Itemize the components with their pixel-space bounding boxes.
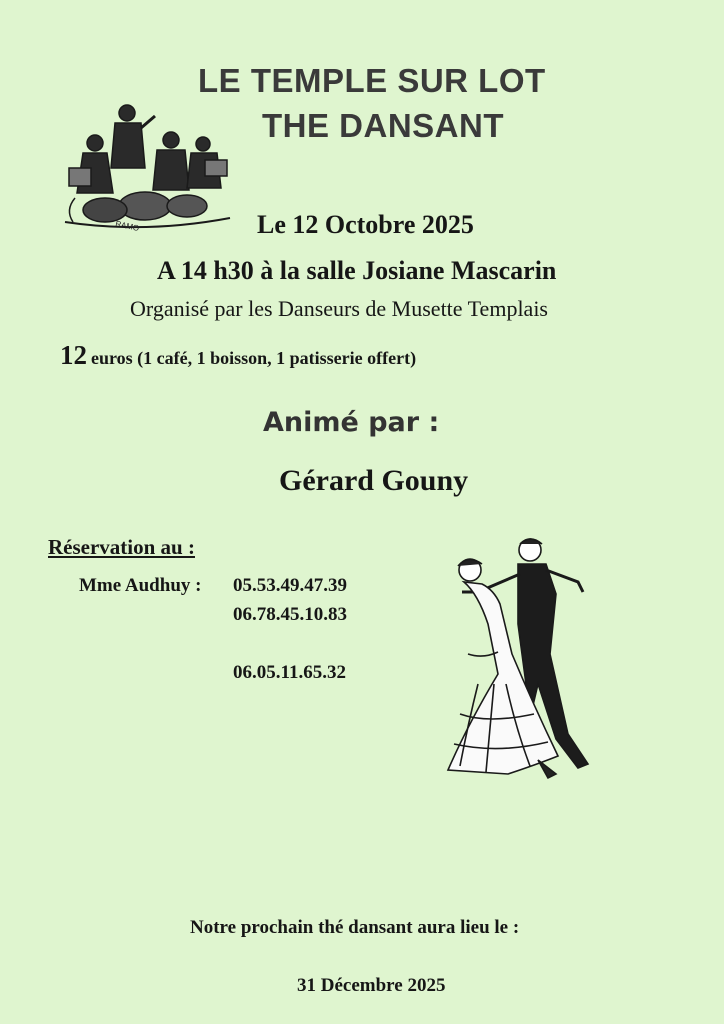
next-event-date: 31 Décembre 2025 xyxy=(297,975,446,996)
price-line xyxy=(60,340,416,371)
poster-title-line2: THE DANSANT xyxy=(262,107,504,144)
reservation-contact-name: Mme Audhuy : xyxy=(79,575,202,596)
price-details: euros (1 café, 1 boisson, 1 patisserie offert) xyxy=(91,348,417,368)
animation-heading: Animé par : xyxy=(263,407,440,438)
event-date: Le 12 Octobre 2025 xyxy=(257,210,474,239)
next-event-intro: Notre prochain thé dansant aura lieu le : xyxy=(190,917,520,938)
event-time-place: A 14 h30 à la salle Josiane Mascarin xyxy=(157,256,557,285)
reservation-phone: 05.53.49.47.39 xyxy=(233,575,347,596)
price-amount: 12 xyxy=(60,340,87,370)
music-band-illustration xyxy=(55,98,235,238)
performer-name: Gérard Gouny xyxy=(279,464,469,497)
poster-title-line1: LE TEMPLE SUR LOT xyxy=(198,62,546,99)
reservation-heading: Réservation au : xyxy=(48,535,195,559)
reservation-phone: 06.05.11.65.32 xyxy=(233,662,346,683)
dancing-couple-illustration xyxy=(438,534,598,784)
reservation-phone: 06.78.45.10.83 xyxy=(233,604,347,625)
band-logo-text: RAMO xyxy=(114,219,140,233)
event-organizer: Organisé par les Danseurs de Musette Templais xyxy=(130,296,548,321)
